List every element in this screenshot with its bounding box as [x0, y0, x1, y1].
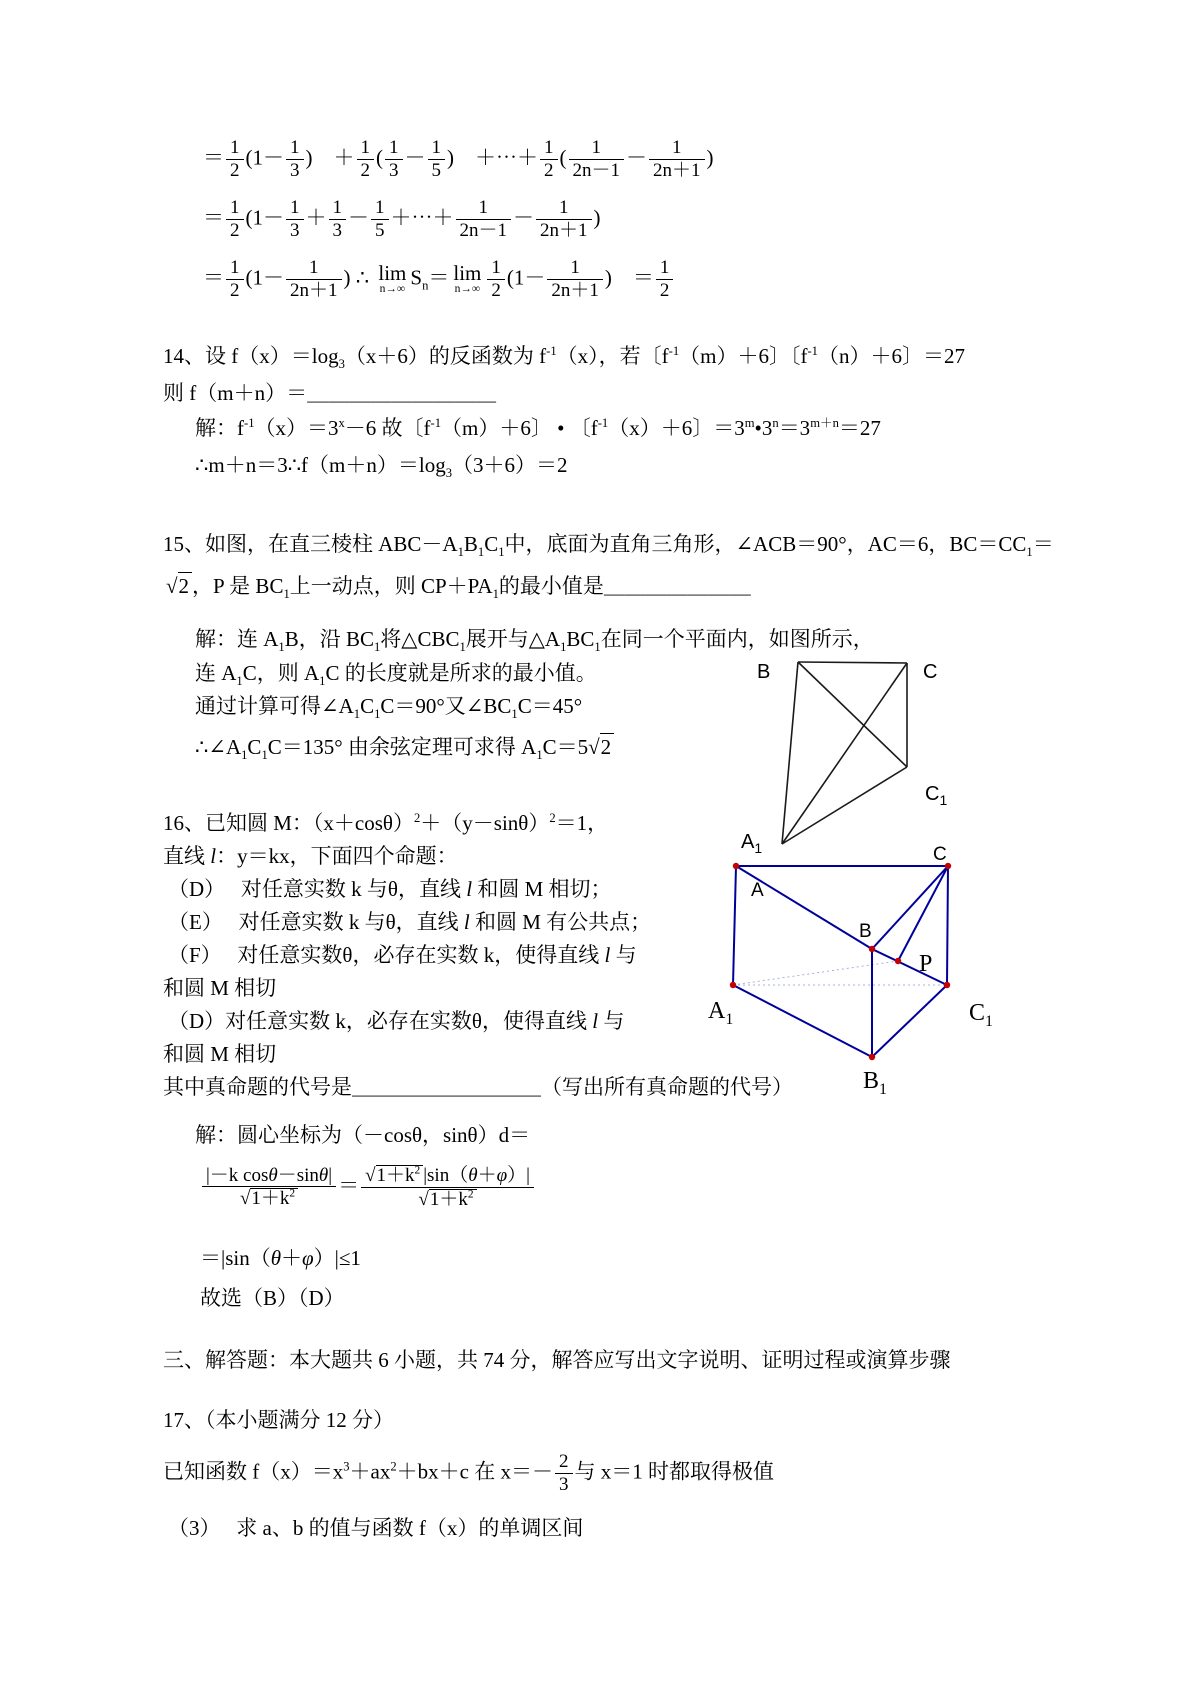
problem-16-answer-blank: 其中真命题的代号是＿＿＿＿＿＿＿＿＿（写出所有真命题的代号）	[163, 1075, 793, 1099]
prism-edges	[733, 866, 948, 1057]
problem-16-option-3: （F） 对任意实数θ，必存在实数 k，使得直线 l 与	[168, 943, 637, 967]
label-C1: $C_1$	[969, 1000, 994, 1030]
label-B: B	[859, 921, 872, 942]
vertex-dot-A1	[730, 982, 736, 988]
problem-14-solution-1: 解：$f^{-1}(x)=3^x-6$ 故〔$f^{-1}(m)+6$〕 • 〔$f^{-1}(x)+6$〕$=3^m•3^n=3^{m+n}=27$	[195, 416, 881, 440]
problem-15-solution-3: 通过计算可得$\angle A_1C_1C=90^\circ$又$\angle BC_1C=45^\circ$	[195, 694, 583, 722]
limit-derivation-line-3: ＝ $\frac{1}{2}$ (1－ $\frac{1}{2n+1}$ ) ∴ lim n→∞ $S_n=$ lim n→∞ $\frac{1}{2}$ (1－ $\frac{1}{2n+1}$ ) ＝ $\frac{1}{2}$	[203, 258, 675, 301]
label-P: P	[919, 951, 933, 977]
label-A1: $A_1$	[708, 998, 734, 1028]
edge-B-C1	[872, 949, 947, 985]
problem-15-statement-2: √2 ，P 是 $BC_1$上一动点，则 $CP+PA_1$的最小值是＿＿＿＿＿＿＿	[166, 574, 751, 602]
edge-C-C1	[947, 866, 948, 985]
edge-C1-A1	[782, 767, 907, 844]
vertex-dot-B1	[869, 1054, 875, 1060]
label-B1: $B_1$	[863, 1068, 888, 1098]
unfolded-figure-edges	[782, 662, 907, 844]
problem-16-option-4: （D）对任意实数 k，必存在实数θ，使得直线 l 与	[168, 1009, 625, 1033]
edge-C-A1	[782, 663, 907, 844]
vertex-dot-P	[895, 958, 901, 964]
problem-15-solution-1: 解：连 $A_1B$，沿 $BC_1$将$\triangle CBC_1$展开与$\triangle A_1BC_1$在同一个平面内，如图所示，	[195, 627, 874, 655]
unfolded-figure-labels	[741, 661, 947, 856]
unfolded-figure	[735, 650, 955, 860]
label-A1: $A_1$	[741, 831, 763, 856]
problem-16-option-1: （D） 对任意实数 k 与θ，直线 l 和圆 M 相切；	[168, 877, 612, 901]
problem-16-option-2: （E） 对任意实数 k 与θ，直线 l 和圆 M 有公共点；	[168, 910, 652, 934]
prism-figure	[695, 840, 1015, 1100]
problem-16-solution-3: ＝|sin（θ＋φ）|≤1	[200, 1246, 361, 1270]
problem-14-solution-2: $\therefore m+n=3\therefore f(m+n)=\log_3(3+6)=2$	[195, 453, 568, 481]
problem-15-solution-4: $\therefore\angle A_1C_1C=135^\circ$ 由余弦定理可求得 $A_1C=5√2$	[195, 733, 614, 760]
problem-14-blank: 则 f（m＋n）＝＿＿＿＿＿＿＿＿＿	[163, 381, 497, 405]
edge-B-A1	[782, 662, 798, 844]
problem-16-solution-4: 故选（B）（D）	[200, 1286, 345, 1310]
problem-17-part-3: （3） 求 a、b 的值与函数 f（x）的单调区间	[168, 1516, 584, 1540]
section-3-heading: 三、解答题：本大题共 6 小题，共 74 分，解答应写出文字说明、证明过程或演算步骤	[163, 1348, 951, 1372]
label-A: A	[751, 880, 764, 901]
prism-hidden-edges	[733, 961, 947, 985]
edge-B1-C1	[872, 985, 947, 1057]
label-C: C	[923, 661, 938, 683]
problem-16-statement-2: 直线 l：y＝kx，下面四个命题：	[163, 844, 458, 868]
limit-derivation-line-2: ＝ $\frac{1}{2}$ (1－ $\frac{1}{3}$ ＋ $\frac{1}{3}$ － $\frac{1}{5}$ ＋⋯＋ $\frac{1}{2n-1}$ － $\frac{1}{2n+1}$ )	[203, 197, 601, 241]
label-C: C	[933, 844, 947, 865]
edge-B-C1	[798, 662, 907, 767]
problem-17-statement: 已知函数 $f(x)=x^3+ax^2+bx+c$ 在 x＝－ $\frac{2}{3}$ 与 x＝1 时都取得极值	[163, 1451, 774, 1495]
vertex-dot-A	[733, 863, 739, 869]
problem-16-option-4b: 和圆 M 相切	[163, 1042, 277, 1066]
limit-derivation-line-1: ＝ $\frac{1}{2}$ (1－ $\frac{1}{3}$ ) ＋ $\frac{1}{2}$ ( $\frac{1}{3}$ － $\frac{1}{5}$ ) ＋⋯＋ $\frac{1}{2}$ ( $\frac{1}{2n-1}$ － $\frac{1}{2n+1}$ )	[203, 137, 714, 181]
edge-B-C	[798, 662, 907, 663]
edge-A-B	[736, 866, 872, 949]
problem-16-solution-1: 解：圆心坐标为（－cosθ，sinθ）d＝	[195, 1123, 531, 1147]
problem-15-statement: 15、如图，在直三棱柱 $ABC-A_1B_1C_1$中，底面为直角三角形，∠ACB＝90°，AC＝6，$BC=CC_1=$	[163, 532, 1054, 560]
problem-15-solution-2: 连 $A_1C$，则 $A_1C$ 的长度就是所求的最小值。	[195, 661, 597, 689]
label-C1: $C_1$	[925, 783, 948, 808]
edge-A1-B1	[733, 985, 872, 1057]
problem-16-option-3b: 和圆 M 相切	[163, 976, 277, 1000]
problem-16-solution-equation: $\frac{\text{|－k cosθ－sinθ|}}{√1+k^2}$ ＝ $\frac{√1+k^2 |\sin(\theta+\varphi)|}{√1+k^2}$	[200, 1165, 536, 1210]
edge-A-A1	[733, 866, 736, 985]
vertex-dot-C1	[944, 982, 950, 988]
problem-16-statement: 16、已知圆 M：$(x+\cos\theta)^2+(y-\sin\theta)^2=1$，	[163, 811, 609, 835]
vertex-dot-B	[869, 946, 875, 952]
edge-A1-P-hidden	[733, 961, 898, 985]
label-B: B	[757, 661, 771, 683]
problem-14-statement: 14、设 $f(x)=\log_3(x+6)$的反函数为 $f^{-1}(x)$，若〔$f^{-1}(m)+6$〕〔$f^{-1}(n)+6$〕＝27	[163, 344, 965, 372]
problem-17-heading: 17、（本小题满分 12 分）	[163, 1408, 394, 1432]
prism-labels	[708, 844, 993, 1098]
